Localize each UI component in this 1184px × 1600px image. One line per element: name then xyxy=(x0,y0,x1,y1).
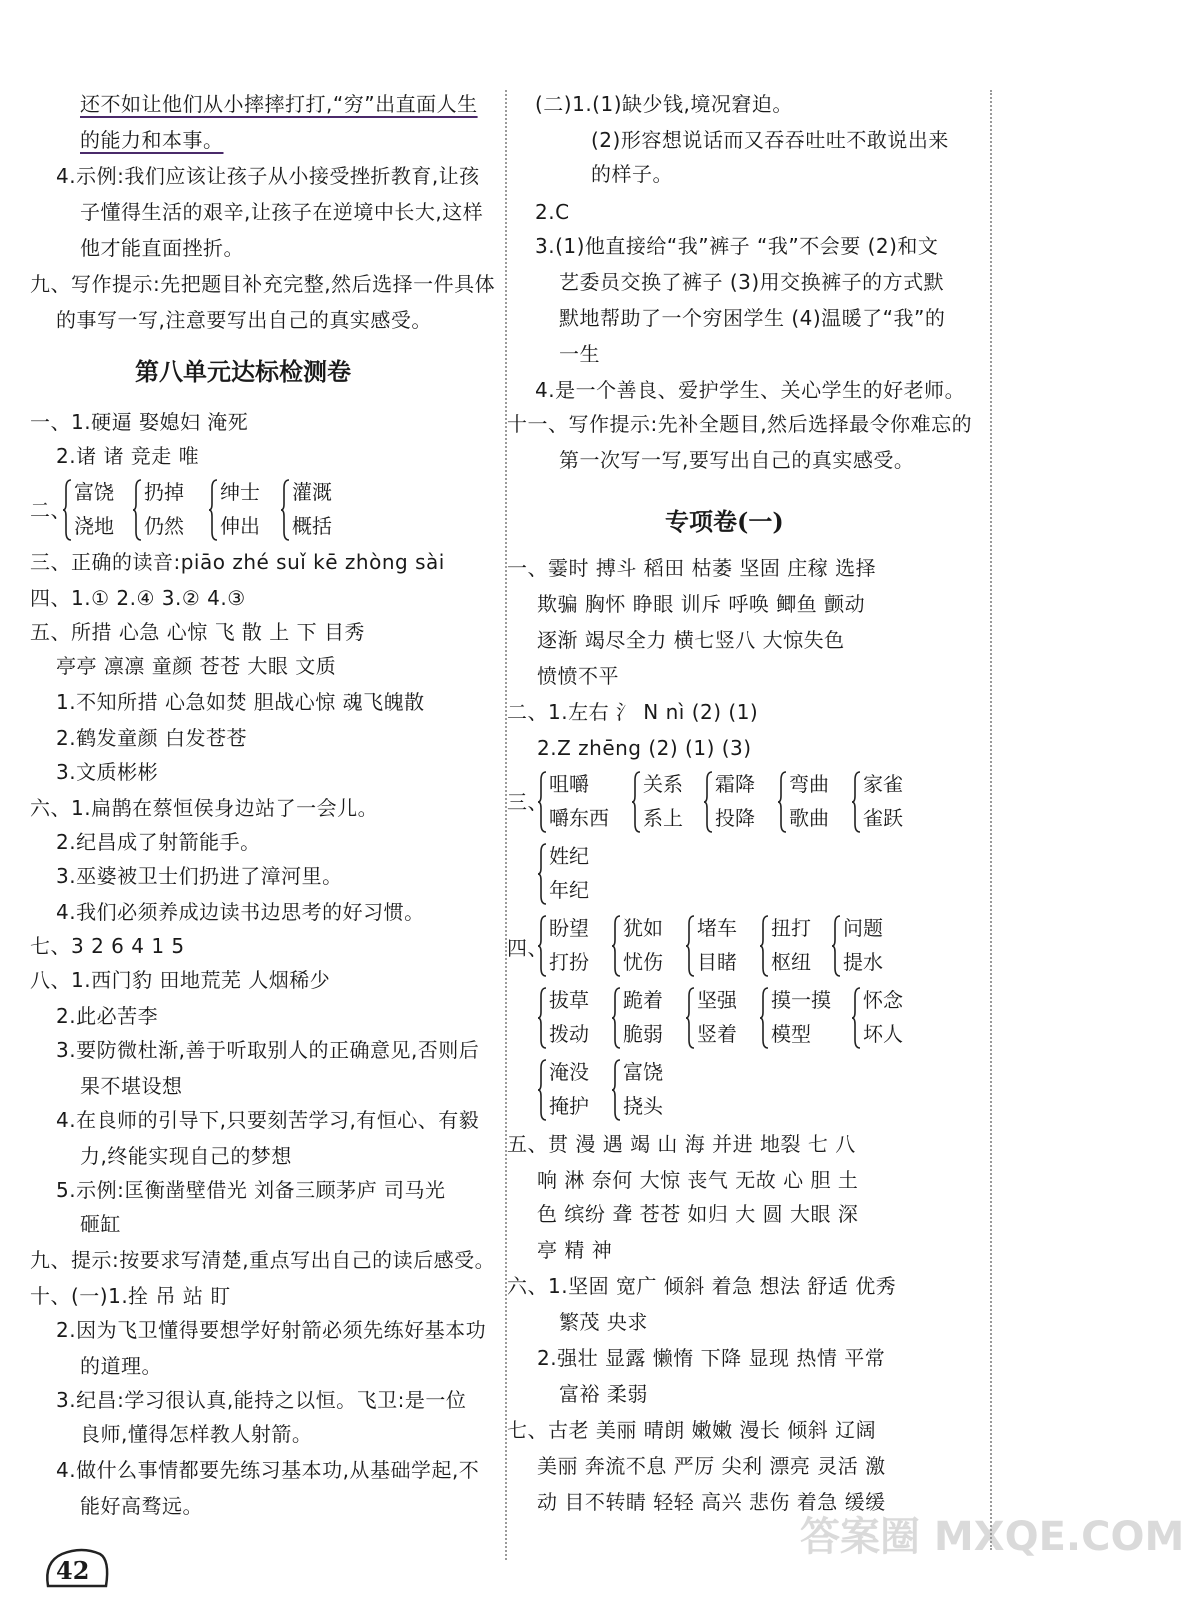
pair-word: 浇地 xyxy=(74,514,114,538)
pair-word: 年纪 xyxy=(549,878,589,902)
text-line: 亭亭 凛凛 童颜 苍苍 大眼 文质 xyxy=(56,654,337,678)
page-number: 42 xyxy=(56,1556,90,1585)
brace-icon xyxy=(759,986,769,1050)
brace-icon xyxy=(537,986,547,1050)
pair-word: 盼望 xyxy=(549,916,589,940)
pair-word: 挠头 xyxy=(623,1094,663,1118)
brace-icon xyxy=(280,478,290,542)
text-line: 响 淋 奈何 大惊 丧气 无故 心 胆 土 xyxy=(537,1168,859,1192)
text-line: 愤愤不平 xyxy=(537,664,619,688)
text-line: 1.不知所措 心急如焚 胆战心惊 魂飞魄散 xyxy=(56,690,425,714)
text-line: 能好高骛远。 xyxy=(80,1494,203,1518)
text-line: 力,终能实现自己的梦想 xyxy=(80,1144,292,1168)
text-line: 六、1.坚固 宽广 倾斜 着急 想法 舒适 优秀 xyxy=(507,1274,897,1298)
text-line: 一、1.硬逼 娶媳妇 淹死 xyxy=(30,410,249,434)
pair-word: 歌曲 xyxy=(789,806,829,830)
text-line: 2.诸 诸 竞走 唯 xyxy=(56,444,200,468)
pair-word: 堵车 xyxy=(697,916,737,940)
text-line: 2.纪昌成了射箭能手。 xyxy=(56,830,261,854)
pair-word: 提水 xyxy=(843,950,883,974)
text-line: 逐渐 竭尽全力 横七竖八 大惊失色 xyxy=(537,628,845,652)
text-line: (二)1.(1)缺少钱,境况窘迫。 xyxy=(535,92,793,116)
brace-icon xyxy=(611,1058,621,1122)
text-line: 三、正确的读音:piāo zhé suǐ kē zhòng sài xyxy=(30,550,445,574)
text-line: 十、(一)1.拴 吊 站 盯 xyxy=(30,1284,231,1308)
text-line: 九、提示:按要求写清楚,重点写出自己的读后感受。 xyxy=(30,1248,496,1272)
text-line: 4.在良师的引导下,只要刻苦学习,有恒心、有毅 xyxy=(56,1108,480,1132)
pair-word: 伸出 xyxy=(220,514,260,538)
text-line: 二、1.左右 氵 N nì (2) (1) xyxy=(507,700,759,724)
text-line: 繁茂 央求 xyxy=(559,1310,648,1334)
pair-word: 咀嚼 xyxy=(549,772,589,796)
text-line: 4.示例:我们应该让孩子从小接受挫折教育,让孩 xyxy=(56,164,480,188)
text-line: 3.(1)他直接给“我”裤子 “我”不会要 (2)和文 xyxy=(535,234,939,258)
pair-word: 怀念 xyxy=(863,988,903,1012)
brace-icon xyxy=(537,842,547,906)
section-title: 专项卷(一) xyxy=(665,507,784,536)
text-line: 的能力和本事。 xyxy=(80,128,224,152)
text-line: (2)形容想说话而又吞吞吐吐不敢说出来 xyxy=(591,128,949,152)
brace-icon xyxy=(703,770,713,834)
pair-word: 枢纽 xyxy=(771,950,811,974)
text-line: 砸缸 xyxy=(80,1212,121,1236)
text-line: 三、 xyxy=(507,790,548,814)
text-line: 3.要防微杜渐,善于听取别人的正确意见,否则后 xyxy=(56,1038,480,1062)
pair-word: 扔掉 xyxy=(144,480,184,504)
pair-word: 摸一摸 xyxy=(771,988,831,1012)
brace-icon xyxy=(851,986,861,1050)
pair-word: 关系 xyxy=(643,772,683,796)
text-line: 色 缤纷 聋 苍苍 如归 大 圆 大眼 深 xyxy=(537,1202,859,1226)
pair-word: 雀跃 xyxy=(863,806,903,830)
pair-word: 家雀 xyxy=(863,772,903,796)
pair-word: 跪着 xyxy=(623,988,663,1012)
pair-word: 弯曲 xyxy=(789,772,829,796)
text-line: 还不如让他们从小摔摔打打,“穷”出直面人生 xyxy=(80,92,478,116)
text-line: 5.示例:匡衡凿壁借光 刘备三顾茅庐 司马光 xyxy=(56,1178,446,1202)
text-line: 二、 xyxy=(30,498,71,522)
text-line: 的事写一写,注意要写出自己的真实感受。 xyxy=(56,308,432,332)
text-line: 4.我们必须养成边读书边思考的好习惯。 xyxy=(56,900,425,924)
text-line: 五、贯 漫 遇 竭 山 海 并进 地裂 七 八 xyxy=(507,1132,856,1156)
text-line: 美丽 奔流不息 严厉 尖利 漂亮 灵活 激 xyxy=(537,1454,886,1478)
pair-word: 投降 xyxy=(715,806,755,830)
text-line: 良师,懂得怎样教人射箭。 xyxy=(80,1422,313,1446)
text-line: 一生 xyxy=(559,342,600,366)
brace-icon xyxy=(685,914,695,978)
pair-word: 霜降 xyxy=(715,772,755,796)
brace-icon xyxy=(611,914,621,978)
text-line: 2.强壮 显露 懒惰 下降 显现 热情 平常 xyxy=(537,1346,886,1370)
text-line: 的样子。 xyxy=(591,162,673,186)
brace-icon xyxy=(611,986,621,1050)
text-line: 九、写作提示:先把题目补充完整,然后选择一件具体 xyxy=(30,272,496,296)
text-line: 七、古老 美丽 晴朗 嫩嫩 漫长 倾斜 辽阔 xyxy=(507,1418,877,1442)
pair-word: 竖着 xyxy=(697,1022,737,1046)
text-line: 四、1.① 2.④ 3.② 4.③ xyxy=(30,586,246,610)
text-line: 的道理。 xyxy=(80,1354,162,1378)
text-line: 4.做什么事情都要先练习基本功,从基础学起,不 xyxy=(56,1458,480,1482)
brace-icon xyxy=(537,914,547,978)
right-column xyxy=(505,0,996,1600)
pair-word: 目睹 xyxy=(697,950,737,974)
pair-word: 坚强 xyxy=(697,988,737,1012)
brace-icon xyxy=(685,986,695,1050)
text-line: 他才能直面挫折。 xyxy=(80,236,244,260)
text-line: 2.C xyxy=(535,200,570,224)
pair-word: 姓纪 xyxy=(549,844,589,868)
pair-word: 系上 xyxy=(643,806,683,830)
text-line: 十一、写作提示:先补全题目,然后选择最令你难忘的 xyxy=(507,412,973,436)
brace-icon xyxy=(62,478,72,542)
pair-word: 忧伤 xyxy=(623,950,663,974)
pair-word: 扭打 xyxy=(771,916,811,940)
text-line: 2.因为飞卫懂得要想学好射箭必须先练好基本功 xyxy=(56,1318,487,1342)
pair-word: 仍然 xyxy=(144,514,184,538)
text-line: 2.Z zhēng (2) (1) (3) xyxy=(537,736,752,760)
text-line: 欺骗 胸怀 睁眼 训斥 呼唤 鲫鱼 颤动 xyxy=(537,592,866,616)
pair-word: 模型 xyxy=(771,1022,811,1046)
pair-word: 打扮 xyxy=(549,950,589,974)
text-line: 2.鹤发童颜 白发苍苍 xyxy=(56,726,247,750)
pair-word: 概括 xyxy=(292,514,332,538)
text-line: 2.此必苦李 xyxy=(56,1004,159,1028)
brace-icon xyxy=(851,770,861,834)
text-line: 八、1.西门豹 田地荒芜 人烟稀少 xyxy=(30,968,331,992)
left-column xyxy=(0,0,505,1600)
text-line: 默地帮助了一个穷困学生 (4)温暖了“我”的 xyxy=(559,306,946,330)
text-line: 七、3 2 6 4 1 5 xyxy=(30,934,185,958)
text-line: 3.纪昌:学习很认真,能持之以恒。飞卫:是一位 xyxy=(56,1388,467,1412)
brace-icon xyxy=(759,914,769,978)
brace-icon xyxy=(208,478,218,542)
brace-icon xyxy=(537,770,547,834)
text-line: 3.文质彬彬 xyxy=(56,760,159,784)
pair-word: 犹如 xyxy=(623,916,663,940)
text-line: 艺委员交换了裤子 (3)用交换裤子的方式默 xyxy=(559,270,945,294)
watermark: 答案圈 MXQE.COM xyxy=(800,1514,1184,1560)
pair-word: 坏人 xyxy=(863,1022,903,1046)
text-line: 富裕 柔弱 xyxy=(559,1382,648,1406)
brace-icon xyxy=(777,770,787,834)
brace-icon xyxy=(537,1058,547,1122)
pair-word: 拔草 xyxy=(549,988,589,1012)
text-line: 亭 精 神 xyxy=(537,1238,613,1262)
pair-word: 绅士 xyxy=(220,480,260,504)
pair-word: 掩护 xyxy=(549,1094,589,1118)
pair-word: 灌溉 xyxy=(292,480,332,504)
brace-icon xyxy=(831,914,841,978)
text-line: 六、1.扁鹊在蔡恒侯身边站了一会儿。 xyxy=(30,796,379,820)
pair-word: 富饶 xyxy=(623,1060,663,1084)
text-line: 五、所措 心急 心惊 飞 散 上 下 目秀 xyxy=(30,620,366,644)
brace-icon xyxy=(631,770,641,834)
pair-word: 淹没 xyxy=(549,1060,589,1084)
text-line: 4.是一个善良、爱护学生、关心学生的好老师。 xyxy=(535,378,966,402)
pair-word: 嚼东西 xyxy=(549,806,609,830)
pair-word: 脆弱 xyxy=(623,1022,663,1046)
pair-word: 富饶 xyxy=(74,480,114,504)
brace-icon xyxy=(132,478,142,542)
text-line: 3.巫婆被卫士们扔进了漳河里。 xyxy=(56,864,343,888)
pair-word: 拨动 xyxy=(549,1022,589,1046)
text-line: 一、霎时 搏斗 稻田 枯萎 坚固 庄稼 选择 xyxy=(507,556,877,580)
text-line: 动 目不转睛 轻轻 高兴 悲伤 着急 缓缓 xyxy=(537,1490,886,1514)
text-line: 四、 xyxy=(507,936,548,960)
text-line: 果不堪设想 xyxy=(80,1074,183,1098)
text-line: 子懂得生活的艰辛,让孩子在逆境中长大,这样 xyxy=(80,200,484,224)
page-number-badge xyxy=(42,1546,112,1590)
pair-word: 问题 xyxy=(843,916,883,940)
text-line: 第一次写一写,要写出自己的真实感受。 xyxy=(559,448,915,472)
section-title: 第八单元达标检测卷 xyxy=(135,357,351,386)
